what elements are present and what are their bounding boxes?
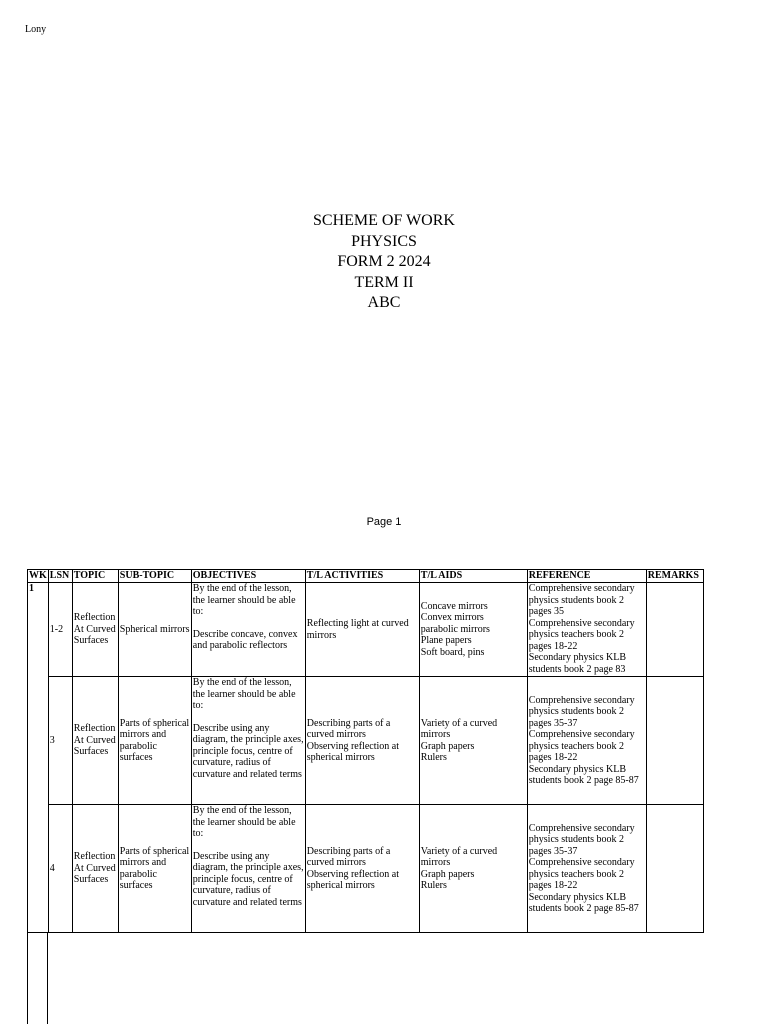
reference-cell [527, 805, 646, 933]
aid-item: parabolic mirrors [420, 623, 490, 635]
week-number: 1 [29, 583, 34, 594]
reference-item: Secondary physics KLB students book 2 page 85-87 [528, 891, 639, 914]
objectives-cell [191, 677, 305, 805]
aid-item: Variety of a curved mirrors [420, 845, 498, 868]
header-topic: TOPIC [72, 570, 118, 583]
objectives-detail: Describe using any diagram, the principle axes, principle focus, centre of curvature, radius of curvature and related terms [192, 850, 304, 908]
activity-item: Observing reflection at spherical mirrors [306, 740, 399, 763]
reference-cell [527, 583, 646, 677]
remarks-cell [646, 677, 703, 805]
reference-item: Secondary physics KLB students book 2 page 85-87 [528, 763, 639, 786]
activities-cell [305, 583, 419, 677]
reference-item: Comprehensive secondary physics teachers book 2 pages 18-22 [528, 617, 635, 652]
page-number: Page 1 [366, 516, 402, 528]
table-continuation-left-border [27, 932, 28, 1024]
week-cell [28, 583, 49, 933]
reference-item: Comprehensive secondary physics students book 2 pages 35 [528, 583, 635, 617]
table-row [28, 805, 704, 933]
subtopic-cell: Parts of spherical mirrors and parabolic surfaces [118, 805, 191, 933]
header-activities: T/L ACTIVITIES [305, 570, 419, 583]
aids-cell [419, 805, 527, 933]
reference-item: Comprehensive secondary physics students book 2 pages 35-37 [528, 822, 635, 857]
objectives-cell [191, 805, 305, 933]
reference-item: Comprehensive secondary physics teachers book 2 pages 18-22 [528, 729, 635, 763]
lesson-cell: 4 [48, 805, 72, 933]
header-lsn: LSN [48, 570, 72, 583]
reference-item: Comprehensive secondary physics teachers book 2 pages 18-22 [528, 857, 635, 891]
aid-item: Plane papers [420, 635, 472, 647]
aid-item: Concave mirrors [420, 600, 488, 612]
activities-cell [305, 677, 419, 805]
aid-item: Variety of a curved mirrors [420, 717, 498, 740]
objectives-intro: By the end of the lesson, the learner should be able to: [192, 677, 296, 711]
header-objectives: OBJECTIVES [191, 570, 305, 583]
objectives-detail: Describe concave, convex and parabolic reflectors [192, 628, 298, 651]
subtopic-cell: Spherical mirrors [118, 583, 191, 677]
document-author: Lony [25, 24, 47, 35]
objectives-intro: By the end of the lesson, the learner should be able to: [192, 583, 296, 617]
aid-item: Convex mirrors [420, 612, 484, 624]
title-line-form: FORM 2 2024 [337, 253, 431, 270]
title-line-subject: PHYSICS [351, 232, 417, 250]
subtopic-cell: Parts of spherical mirrors and parabolic surfaces [118, 677, 191, 805]
table-header-row [28, 570, 704, 583]
header-remarks: REMARKS [646, 570, 703, 583]
activity-item: Describing parts of a curved mirrors [306, 717, 391, 740]
aid-item: Rulers [420, 752, 447, 763]
objectives-intro: By the end of the lesson, the learner should be able to: [192, 805, 296, 839]
document-title [0, 211, 768, 314]
title-line-term: TERM II [354, 273, 414, 291]
reference-item: Comprehensive secondary physics students book 2 pages 35-37 [528, 694, 635, 729]
header-wk: WK [29, 570, 47, 581]
title-line-school: ABC [367, 294, 401, 311]
reference-item: Secondary physics KLB students book 2 page 83 [528, 652, 626, 675]
title-line-scheme: SCHEME OF WORK [313, 212, 455, 229]
header-aids: T/L AIDS [419, 570, 527, 583]
objectives-cell [191, 583, 305, 677]
aids-cell [419, 583, 527, 677]
activities-cell [305, 805, 419, 933]
table-row [28, 677, 704, 805]
objectives-detail: Describe using any diagram, the principle axes, principle focus, centre of curvature, radius of curvature and related terms [192, 722, 304, 780]
activity-item: Reflecting light at curved mirrors [306, 618, 409, 641]
remarks-cell [646, 583, 703, 677]
aid-item: Rulers [420, 880, 447, 891]
lesson-cell: 1-2 [48, 583, 72, 677]
aid-item: Soft board, pins [420, 646, 485, 658]
table-row [28, 583, 704, 677]
topic-cell: Reflection At Curved Surfaces [72, 677, 118, 805]
activity-item: Describing parts of a curved mirrors [306, 845, 391, 868]
aid-item: Graph papers [420, 740, 475, 752]
table-continuation-week-border [47, 932, 48, 1024]
remarks-cell [646, 805, 703, 933]
activity-item: Observing reflection at spherical mirrors [306, 868, 399, 891]
lesson-cell: 3 [48, 677, 72, 805]
aid-item: Graph papers [420, 868, 475, 880]
reference-cell [527, 677, 646, 805]
scheme-table [27, 569, 704, 933]
topic-cell: Reflection At Curved Surfaces [72, 805, 118, 933]
header-subtopic: SUB-TOPIC [118, 570, 191, 583]
header-reference: REFERENCE [527, 570, 646, 583]
topic-cell: Reflection At Curved Surfaces [72, 583, 118, 677]
aids-cell [419, 677, 527, 805]
